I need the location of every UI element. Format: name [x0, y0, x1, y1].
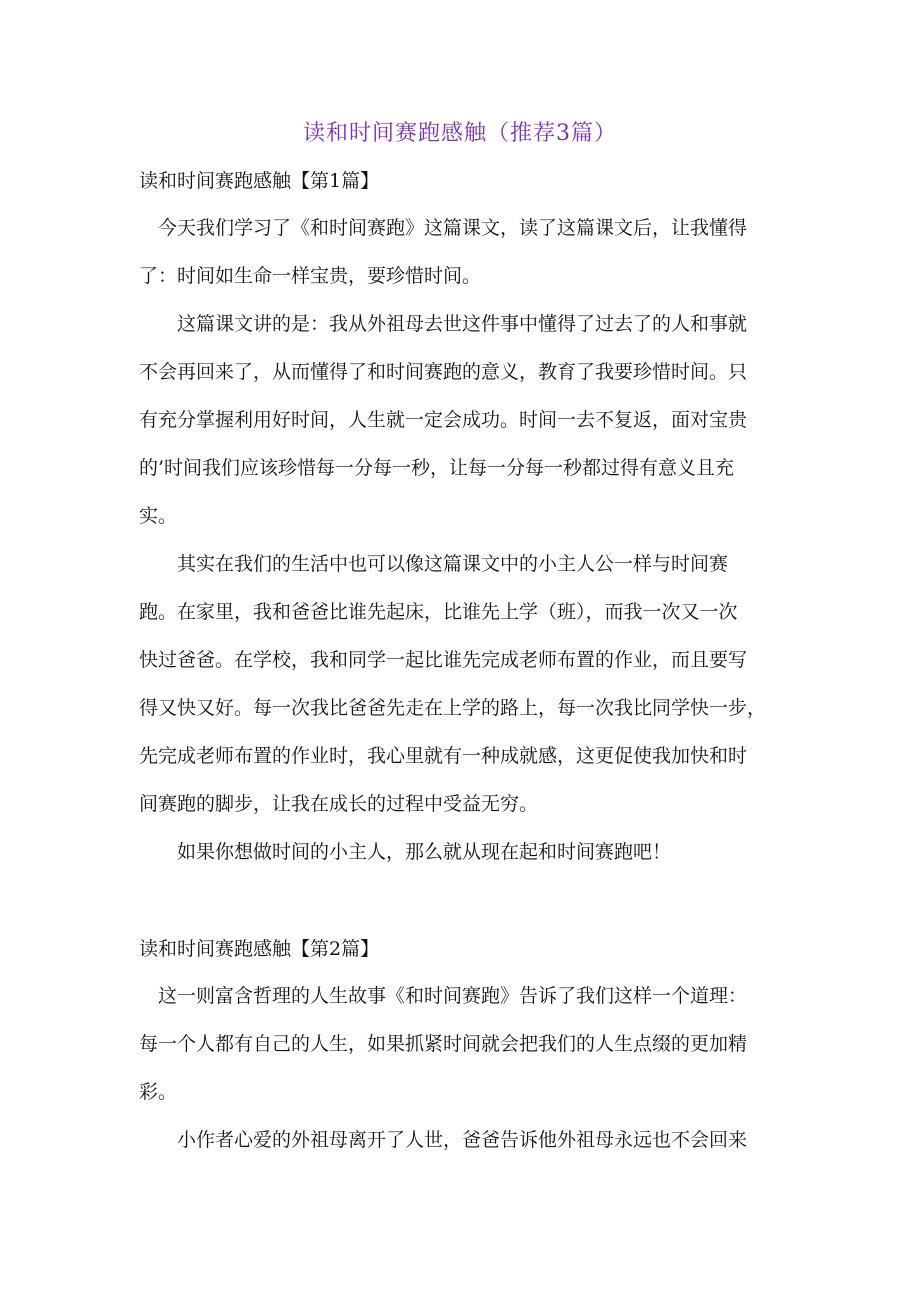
- document-title: 读和时间赛跑感触（推荐3篇）: [303, 121, 617, 146]
- section-1-line: 其实在我们的生活中也可以像这篇课文中的小主人公一样与时间赛: [139, 553, 729, 575]
- section-1-line: 得又快又好。每一次我比爸爸先走在上学的路上，每一次我比同学快一步，: [139, 697, 767, 719]
- section-1-line: 实。: [139, 505, 178, 527]
- section-1-line: 这篇课文讲的是：我从外祖母去世这件事中懂得了过去了的人和事就: [139, 313, 748, 335]
- section-1-line: 有充分掌握利用好时间，人生就一定会成功。时间一去不复返，面对宝贵: [139, 409, 748, 431]
- section-1-line: 不会再回来了，从而懂得了和时间赛跑的意义，教育了我要珍惜时间。只: [139, 361, 748, 383]
- section-1-line: 间赛跑的脚步，让我在成长的过程中受益无穷。: [139, 793, 539, 815]
- section-1-line: 今天我们学习了《和时间赛跑》这篇课文，读了这篇课文后，让我懂得: [139, 217, 748, 239]
- section-2-line: 这一则富含哲理的人生故事《和时间赛跑》告诉了我们这样一个道理：: [139, 985, 748, 1007]
- section-1-line: 了：时间如生命一样宝贵，要珍惜时间。: [139, 265, 482, 287]
- section-2-line: 彩。: [139, 1081, 178, 1103]
- section-1-line: 的’时间我们应该珍惜每一分每一秒，让每一分每一秒都过得有意义且充: [139, 457, 735, 479]
- section-1-line: 快过爸爸。在学校，我和同学一起比谁先完成老师布置的作业，而且要写: [139, 649, 748, 671]
- section-1-line: 如果你想做时间的小主人，那么就从现在起和时间赛跑吧！: [139, 841, 672, 863]
- section-2-line: 小作者心爱的外祖母离开了人世，爸爸告诉他外祖母永远也不会回来: [139, 1129, 748, 1151]
- section-2-heading: 读和时间赛跑感触【第2篇】: [139, 938, 380, 960]
- section-1-heading: 读和时间赛跑感触【第1篇】: [139, 170, 380, 192]
- section-1-line: 跑。在家里，我和爸爸比谁先起床，比谁先上学（班），而我一次又一次: [139, 601, 738, 623]
- section-2-line: 每一个人都有自己的人生，如果抓紧时间就会把我们的人生点缀的更加精: [139, 1033, 748, 1055]
- section-1-line: 先完成老师布置的作业时，我心里就有一种成就感，这更促使我加快和时: [139, 745, 748, 767]
